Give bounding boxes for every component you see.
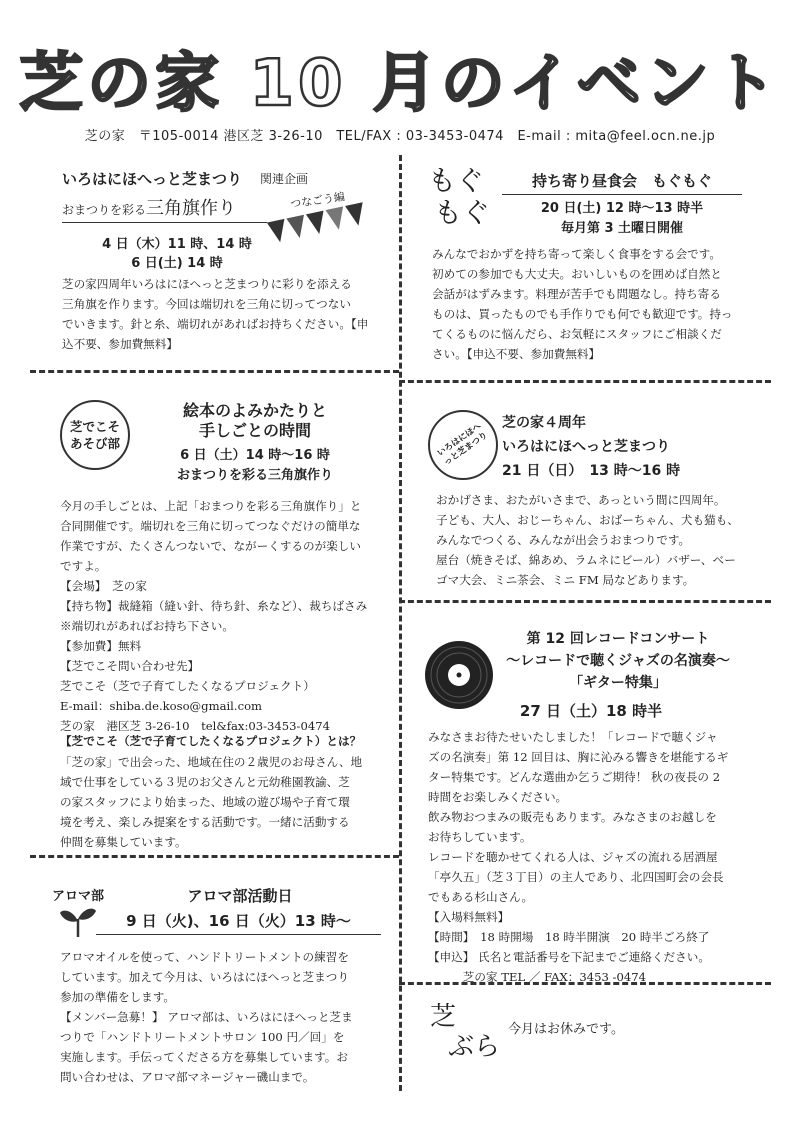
sprout-icon <box>58 903 98 937</box>
body-line: 参加の準備をします。 <box>60 990 176 1004</box>
anniversary-title-line1: 芝の家４周年 <box>502 415 586 431</box>
shibadekoso-badge <box>60 400 130 470</box>
badge-line: あそび部 <box>69 436 120 451</box>
body-line: 屋台（焼きそば、綿あめ、ラムネにビール）バザー、ベー <box>436 553 736 567</box>
ehon-about-body <box>60 752 395 852</box>
body-line: 「亭久五」（芝３丁目）の主人であり、北四国町会の会長 <box>428 870 724 884</box>
body-line: 【時間】 18 時開場 18 時半開演 20 時半ごろ終了 <box>428 930 710 944</box>
mogumogu-schedule: 毎月第 3 土曜日開催 <box>560 221 684 236</box>
page-title: 芝の家 10 月のイベント <box>19 47 781 121</box>
body-line: しています。加えて今月は、いろはにほへっと芝まつり <box>60 970 349 984</box>
body-line: 【会場】 芝の家 <box>60 579 147 593</box>
body-line: アロマオイルを使って、ハンドトリートメントの練習を <box>60 950 349 964</box>
body-line: ものは、買ったものでも手作りでも何でも歓迎です。持っ <box>432 307 733 321</box>
body-line: 飲み物おつまみの販売もあります。みなさまのお越しを <box>428 810 717 824</box>
mogumogu-title: 持ち寄り昼食会 もぐもぐ <box>502 170 742 195</box>
body-line: 子ども、大人、おじーちゃん、おばーちゃん、犬も猫も、 <box>436 513 739 527</box>
ehon-about-title: 【芝でこそ（芝で子育てしたくなるプロジェクト）とは？ <box>60 734 362 748</box>
body-line: の家スタッフにより始まった、地域の遊び場や子育て環 <box>60 795 350 809</box>
badge-tsunagou: つなごう編 <box>289 190 346 211</box>
logo-line: ぶら <box>448 1032 501 1062</box>
irohani-subtitle <box>62 194 267 223</box>
body-line: 時間をお楽しみください。 <box>428 790 568 804</box>
aroma-time: 9 日（火)、16 日（火）13 時～ <box>96 910 381 935</box>
body-line: 境を考え、楽しみ提案をする活動です。一緒に活動する <box>60 815 350 829</box>
mogumogu-logo <box>428 165 490 229</box>
body-line: 芝の家四周年いろはにほへっと芝まつりに彩りを添える <box>62 277 352 291</box>
shibura-logo <box>430 1002 500 1062</box>
body-line: 作業ですが、たくさんつないで、ながーくするのが楽しい <box>60 539 361 553</box>
body-line: 芝の家 港区芝 3-26-10 tel&fax:03-3453-0474 <box>60 719 330 733</box>
shibura-text: 今月はお休みです。 <box>508 1022 624 1037</box>
body-line: てくるものに悩んだら、お気軽にスタッフにご相談くだ <box>432 327 722 341</box>
irohani-body <box>62 274 397 354</box>
badge-line: 芝でこそ <box>69 419 120 434</box>
body-line: さい。【申込不要、参加費無料】 <box>432 347 601 361</box>
body-line: みなさまお待たせいたしました！「レコードで聴くジャ <box>428 730 718 744</box>
aroma-body <box>60 947 395 1087</box>
vertical-divider <box>399 155 402 1091</box>
mogumogu-time: 20 日(土) 12 時～13 時半 <box>540 201 704 216</box>
body-line: 三角旗を作ります。今回は端切れを三角に切ってつない <box>62 297 351 311</box>
body-line: 「芝の家」で出会った、地域在住の２歳児のお母さん、地 <box>60 755 363 769</box>
anniversary-body <box>436 490 771 590</box>
record-title-line2: ～レコードで聴くジャズの名演奏～ <box>506 653 730 669</box>
anniversary-title-line2: いろはにほへっと芝まつり <box>502 439 670 455</box>
body-line: ですよ。 <box>60 559 107 573</box>
anniversary-time: 21 日（日） 13 時～16 時 <box>502 463 681 479</box>
body-line: でいきます。針と糸、端切れがあればお持ちください。【申 <box>62 317 369 331</box>
body-line: 実施します。手伝ってくださる方を募集しています。お <box>60 1050 348 1064</box>
divider-left-1 <box>30 370 399 373</box>
divider-left-2 <box>30 855 399 858</box>
body-line: 仲間を募集しています。 <box>60 835 187 849</box>
body-line: 込不要、参加費無料】 <box>62 337 178 351</box>
body-line: 芝でこそ（芝で子育てしたくなるプロジェクト） <box>60 679 315 693</box>
body-line: ゴマ大会、ミニ茶会、ミニ FM 局などあります。 <box>436 573 695 587</box>
body-line: ター特集です。どんな選曲か乞うご期待！ 秋の夜長の 2 <box>428 770 721 784</box>
irohani-time2: 6 日(土) 14 時 <box>131 256 223 271</box>
body-line: 【参加費】無料 <box>60 639 142 653</box>
irohani-title: いろはにほへっと芝まつり <box>62 170 243 188</box>
mogumogu-body <box>432 244 772 364</box>
body-line: おかげさま、おたがいさまで、あっという間に四周年。 <box>436 493 726 507</box>
aroma-title: アロマ部活動日 <box>187 887 293 905</box>
body-line: 芝の家 TEL ／ FAX：3453 -0474 <box>428 970 646 984</box>
divider-right-1 <box>399 380 771 383</box>
body-line: E-mail：shiba.de.koso@gmail.com <box>60 699 263 713</box>
logo-line: もぐ <box>434 196 491 229</box>
ehon-time: 6 日（土）14 時～16 時 <box>180 448 330 463</box>
logo-line: もぐ <box>428 164 485 197</box>
body-line: 域で仕事をしている３児のお父さんと元幼稚園教諭、芝 <box>60 775 350 789</box>
body-line: みんなでおかずを持ち寄って楽しく食事をする会です。 <box>432 247 721 261</box>
subtitle-main: 三角旗作り <box>146 198 237 219</box>
divider-right-2 <box>399 600 771 603</box>
body-line: 【入場料無料】 <box>428 910 510 924</box>
ehon-title-line2: 手しごとの時間 <box>198 421 311 440</box>
record-title-line1: 第 12 回レコードコンサート <box>526 631 710 647</box>
body-line: 今月の手しごとは、上記「おまつりを彩る三角旗作り」と <box>60 499 362 513</box>
body-line: 問い合わせは、アロマ部マネージャー磯山まで。 <box>60 1070 315 1084</box>
badge-text: いろはにほへっと芝まつり <box>435 421 490 468</box>
matsuri-badge <box>428 410 498 480</box>
body-line: みんなでつくる、みんなが出会うおまつりです。 <box>436 533 691 547</box>
record-title-line3: 「ギター特集」 <box>569 675 667 691</box>
flag-icon <box>345 202 367 227</box>
body-line: 【芝でこそ問い合わせ先】 <box>60 659 200 673</box>
record-body <box>428 727 773 987</box>
body-line: 【メンバー急募！】 アロマ部は、いろはにほへっと芝ま <box>60 1010 353 1024</box>
body-line: でもある杉山さん。 <box>428 890 534 904</box>
body-line: お待ちしています。 <box>428 830 532 844</box>
body-line: ※端切れがあればお持ち下さい。 <box>60 619 234 633</box>
ehon-subtitle: おまつりを彩る三角旗作り <box>176 468 333 483</box>
body-line: つりで「ハンドトリートメントサロン 100 円／回」を <box>60 1030 345 1044</box>
body-line: レコードを聴かせてくれる人は、ジャズの流れる居酒屋 <box>428 850 718 864</box>
body-line: ズの名演奏」第 12 回目は、胸に沁みる響きを堪能するギ <box>428 750 729 764</box>
record-time: 27 日（土）18 時半 <box>519 702 663 720</box>
ehon-title-line1: 絵本のよみかたりと <box>182 401 327 420</box>
body-line: 初めての参加でも大丈夫。おいしいものを囲めば自然と <box>432 267 722 281</box>
subtitle-prefix: おまつりを彩る <box>62 203 147 217</box>
logo-line: 芝 <box>430 1002 457 1032</box>
body-line: 会話がはずみます。料理が苦手でも問題なし。持ち寄る <box>432 287 721 301</box>
body-line: 合同開催です。端切れを三角に切ってつなぐだけの簡単な <box>60 519 361 533</box>
ehon-body <box>60 496 395 736</box>
aroma-badge: アロマ部 <box>52 889 105 904</box>
flag-icon <box>306 211 328 236</box>
irohani-related: 関連企画 <box>260 172 309 186</box>
body-line: 【申込】 氏名と電話番号を下記までご連絡ください。 <box>428 950 710 964</box>
body-line: 【持ち物】裁縫箱（縫い針、待ち針、糸など）、裁ちばさみ <box>60 599 368 613</box>
irohani-time1: 4 日（木）11 時、14 時 <box>102 237 252 252</box>
flag-icon <box>325 206 347 231</box>
contact-info: 芝の家 〒105-0014 港区芝 3-26-10 TEL/FAX : 03-3453-0474 E-mail : mita@feel.ocn.ne.jp <box>84 129 716 144</box>
